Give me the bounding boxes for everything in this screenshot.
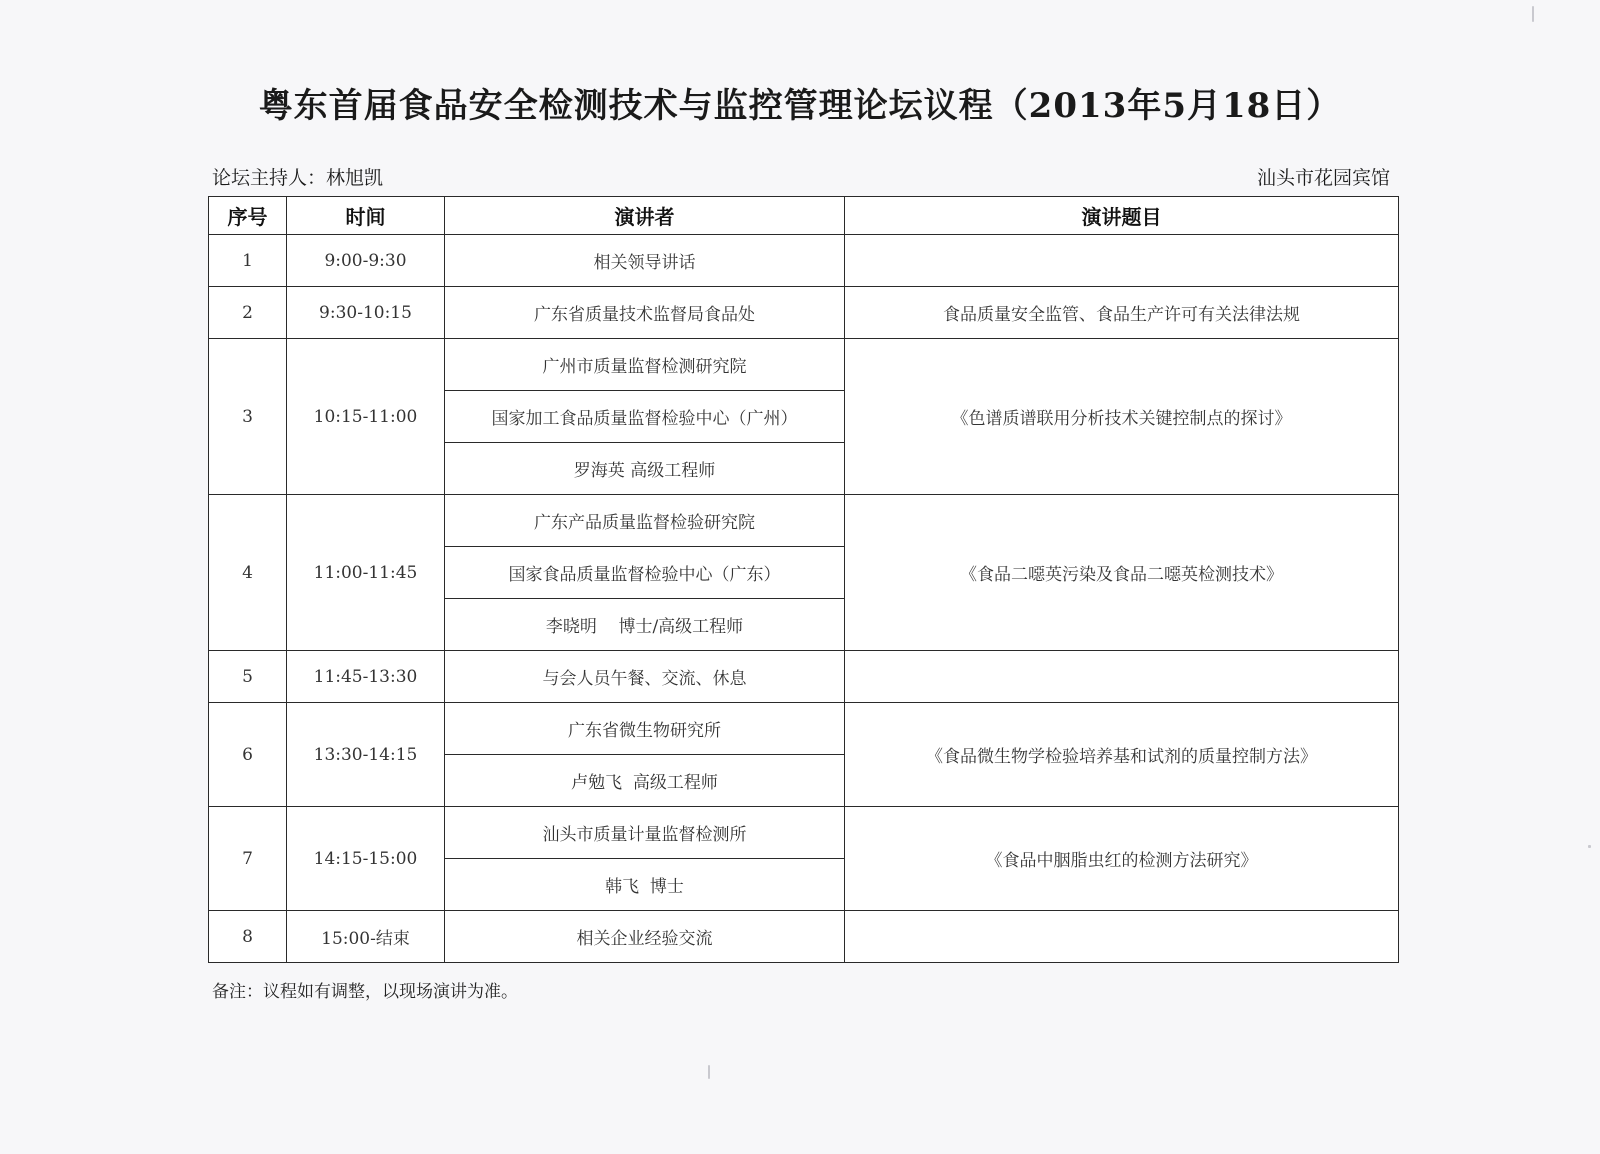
time-cell: 11:45-13:30 xyxy=(287,651,445,703)
column-header-seq: 序号 xyxy=(209,197,287,235)
time-cell: 9:30-10:15 xyxy=(287,287,445,339)
speaker-cell: 广东产品质量监督检验研究院 xyxy=(445,495,845,547)
speaker-cell: 广东省微生物研究所 xyxy=(445,703,845,755)
forum-host: 论坛主持人：林旭凯 xyxy=(212,167,384,189)
time-cell: 10:15-11:00 xyxy=(287,339,445,495)
time-cell: 9:00-9:30 xyxy=(287,235,445,287)
page-title: 粤东首届食品安全检测技术与监控管理论坛议程（2013年5月18日） xyxy=(258,86,1342,126)
seq-cell: 7 xyxy=(209,807,287,911)
agenda-row xyxy=(209,235,1399,287)
speaker-cell: 与会人员午餐、交流、休息 xyxy=(445,651,845,703)
seq-cell: 5 xyxy=(209,651,287,703)
topic-cell: 《食品二噁英污染及食品二噁英检测技术》 xyxy=(845,495,1399,651)
topic-cell xyxy=(845,235,1399,287)
topic-cell: 食品质量安全监管、食品生产许可有关法律法规 xyxy=(845,287,1399,339)
agenda-note: 备注：议程如有调整，以现场演讲为准。 xyxy=(212,982,518,1002)
speaker-cell: 广东省质量技术监督局食品处 xyxy=(445,287,845,339)
speaker-cell: 相关领导讲话 xyxy=(445,235,845,287)
seq-cell: 4 xyxy=(209,495,287,651)
topic-cell: 《食品微生物学检验培养基和试剂的质量控制方法》 xyxy=(845,703,1399,807)
agenda-row xyxy=(209,495,1399,547)
speaker-cell: 卢勉飞 高级工程师 xyxy=(445,755,845,807)
agenda-table xyxy=(208,196,1399,963)
seq-cell: 6 xyxy=(209,703,287,807)
speaker-cell: 国家加工食品质量监督检验中心（广州） xyxy=(445,391,845,443)
scan-speck xyxy=(708,1065,710,1079)
scan-speck xyxy=(1588,845,1591,848)
speaker-cell: 李晓明 博士/高级工程师 xyxy=(445,599,845,651)
speaker-cell: 广州市质量监督检测研究院 xyxy=(445,339,845,391)
speaker-cell: 罗海英 高级工程师 xyxy=(445,443,845,495)
topic-cell: 《食品中胭脂虫红的检测方法研究》 xyxy=(845,807,1399,911)
column-header-topic: 演讲题目 xyxy=(845,197,1399,235)
topic-cell xyxy=(845,651,1399,703)
seq-cell: 8 xyxy=(209,911,287,963)
seq-cell: 1 xyxy=(209,235,287,287)
time-cell: 11:00-11:45 xyxy=(287,495,445,651)
agenda-header-row xyxy=(209,197,1399,235)
agenda-row xyxy=(209,287,1399,339)
topic-cell xyxy=(845,911,1399,963)
column-header-time: 时间 xyxy=(287,197,445,235)
topic-cell: 《色谱质谱联用分析技术关键控制点的探讨》 xyxy=(845,339,1399,495)
agenda-row xyxy=(209,911,1399,963)
column-header-speaker: 演讲者 xyxy=(445,197,845,235)
speaker-cell: 韩飞 博士 xyxy=(445,859,845,911)
speaker-cell: 汕头市质量计量监督检测所 xyxy=(445,807,845,859)
agenda-row xyxy=(209,339,1399,391)
seq-cell: 2 xyxy=(209,287,287,339)
seq-cell: 3 xyxy=(209,339,287,495)
speaker-cell: 相关企业经验交流 xyxy=(445,911,845,963)
speaker-cell: 国家食品质量监督检验中心（广东） xyxy=(445,547,845,599)
agenda-row xyxy=(209,703,1399,755)
time-cell: 15:00-结束 xyxy=(287,911,445,963)
scan-speck xyxy=(1532,6,1534,22)
time-cell: 13:30-14:15 xyxy=(287,703,445,807)
agenda-row xyxy=(209,651,1399,703)
time-cell: 14:15-15:00 xyxy=(287,807,445,911)
agenda-row xyxy=(209,807,1399,859)
forum-venue: 汕头市花园宾馆 xyxy=(1256,167,1390,189)
